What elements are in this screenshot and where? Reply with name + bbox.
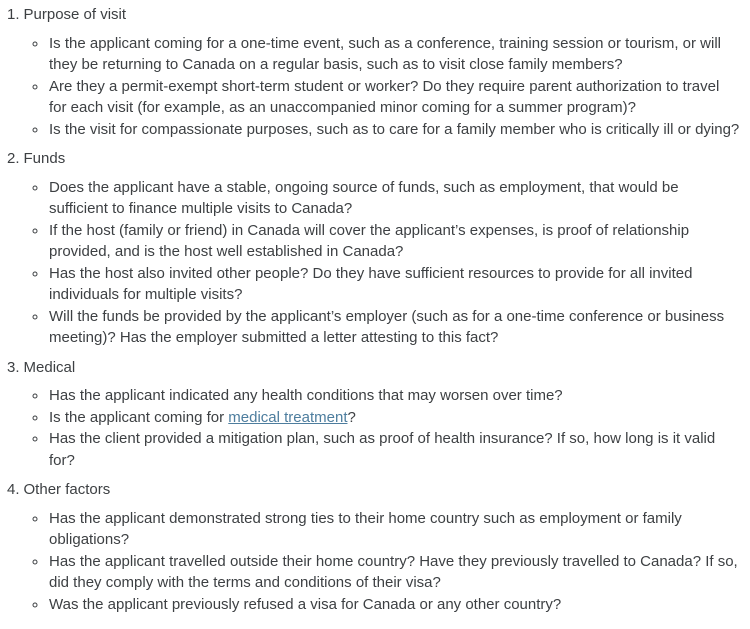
list-item [48, 306, 740, 349]
list-item-text: ? [347, 408, 356, 426]
list-item [48, 428, 740, 471]
list-item-text: Has the host also invited other people? Do they have sufficient resources to provide for all invited individuals for multiple visits? [49, 264, 693, 303]
list-item [48, 508, 740, 551]
list-item [48, 263, 740, 306]
list-item-text: Is the applicant coming for [49, 408, 229, 426]
section-items [7, 33, 740, 141]
list-item [48, 551, 740, 594]
list-item-text: Has the applicant indicated any health conditions that may worsen over time? [49, 387, 563, 404]
list-item-text: Has the applicant travelled outside their home country? Have they previously travelled to Canada? If so, did they comply with the terms and conditions of their visa? [49, 552, 738, 591]
section-title [7, 479, 740, 501]
list-item [48, 76, 740, 119]
section [7, 357, 740, 472]
list-item [48, 385, 740, 407]
list-item-text: Will the funds be provided by the applicant’s employer (such as for a one-time conference or business meeting)? Has the employer submitted a letter attesting to this fact? [49, 307, 725, 346]
section [7, 148, 740, 349]
section-items [7, 508, 740, 616]
list-item [48, 220, 740, 263]
section-title [7, 357, 740, 379]
section-number: 3. [7, 358, 20, 376]
list-item [48, 407, 740, 429]
list-item [48, 33, 740, 76]
list-item-text: Are they a permit-exempt short-term student or worker? Do they require parent authorization to travel for each visit (for example, as an unaccompanied minor coming for a summer program)? [49, 77, 720, 116]
sections-container [7, 4, 740, 615]
section [7, 4, 740, 140]
section [7, 479, 740, 615]
list-item-text: Has the client provided a mitigation plan, such as proof of health insurance? If so, how long is it valid for? [49, 430, 716, 469]
section-number: 4. [7, 481, 20, 498]
section-items [7, 385, 740, 471]
section-title-text: Medical [23, 358, 76, 376]
section-number: 1. [7, 6, 20, 23]
section-title-text: Other factors [23, 481, 111, 498]
list-item-text: Is the applicant coming for a one-time event, such as a conference, training session or tourism, or will they be returning to Canada on a regular basis, such as to visit close family members? [49, 34, 721, 73]
section-title [7, 4, 740, 26]
list-item-text: If the host (family or friend) in Canada will cover the applicant’s expenses, is proof of relationship provided, and is the host well established in Canada? [49, 221, 690, 260]
section-title-text: Funds [23, 150, 66, 167]
list-item [48, 594, 740, 616]
section-title-text: Purpose of visit [23, 6, 127, 23]
section-number: 2. [7, 150, 20, 167]
list-item-text: Is the visit for compassionate purposes, such as to care for a family member who is critically ill or dying? [49, 120, 740, 138]
section-items [7, 177, 740, 349]
list-item-text: Has the applicant demonstrated strong ties to their home country such as employment or family obligations? [49, 509, 682, 548]
section-title [7, 148, 740, 170]
list-item [48, 119, 740, 141]
list-item-text: Was the applicant previously refused a visa for Canada or any other country? [49, 595, 562, 613]
medical-treatment-link[interactable]: medical treatment [228, 408, 348, 426]
list-item-text: Does the applicant have a stable, ongoing source of funds, such as employment, that would be sufficient to finance multiple visits to Canada? [49, 178, 679, 217]
list-item [48, 177, 740, 220]
